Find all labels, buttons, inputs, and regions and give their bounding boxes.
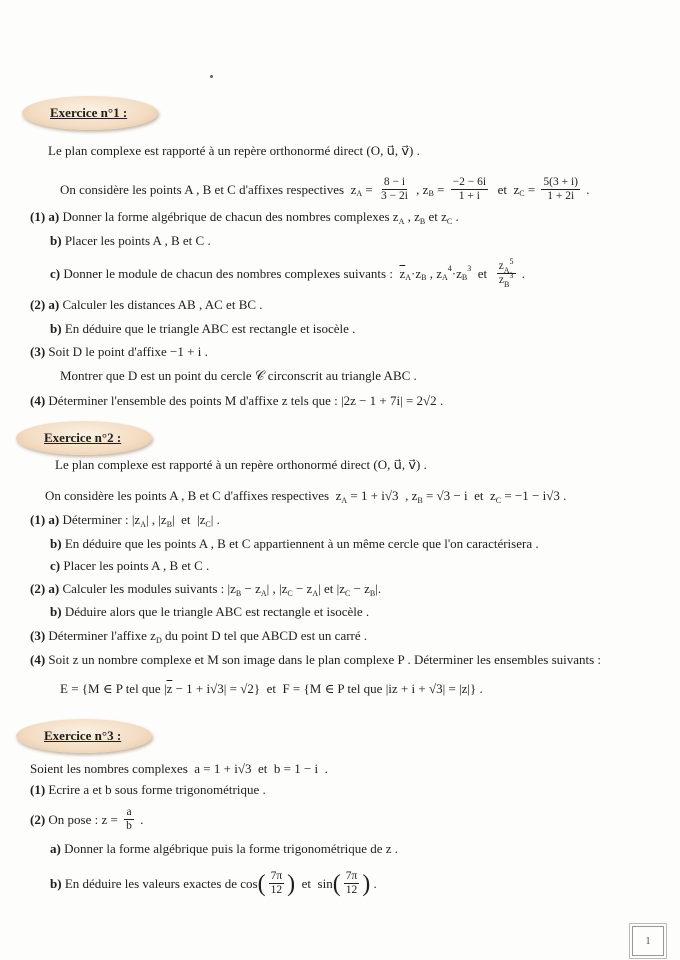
math-expression: z <box>335 488 342 503</box>
conjugate-symbol: $\overline{z}$ <box>399 265 406 281</box>
math-expression: 7π <box>270 870 283 882</box>
page-number-text: 1 <box>645 935 651 947</box>
math-expression: − z <box>241 581 261 596</box>
subscript: C <box>519 189 525 198</box>
denominator <box>124 820 134 833</box>
subscript: A <box>341 495 348 505</box>
subscript: A <box>260 588 267 598</box>
exercise-line <box>30 581 381 597</box>
text-segment: , <box>269 581 279 596</box>
exercise-title: Exercice n°1 : <box>50 105 128 120</box>
text-segment: Montrer que D est un point du cercle <box>60 368 255 383</box>
text-segment: On considère les points A , B et C d'affixes respectives <box>60 181 351 197</box>
numerator <box>344 870 360 884</box>
text-segment: En déduire que les points A , B et C appartiennent à un même cercle que l'on caractérisera . <box>61 536 539 551</box>
math-expression: | <box>375 581 378 596</box>
text-segment: Déterminer l'affixe <box>45 628 151 643</box>
question-label: (1) <box>30 782 46 797</box>
denominator <box>545 190 576 203</box>
subscript: A <box>442 273 448 282</box>
fraction <box>541 176 580 203</box>
question-label: b) <box>50 604 62 619</box>
text-segment: . <box>452 209 459 224</box>
exercise-line <box>30 761 328 777</box>
math-expression: |z <box>336 581 345 596</box>
math-expression: | <box>145 512 149 527</box>
exercise-line <box>50 604 369 620</box>
numerator <box>451 176 488 190</box>
math-expression: z <box>392 209 399 224</box>
math-expression: 12 <box>270 884 283 896</box>
math-expression: −2 − 6i <box>452 176 487 188</box>
question-label: (3) <box>30 344 46 359</box>
numerator <box>124 806 133 820</box>
question-label: (2) a) <box>30 581 60 596</box>
fraction <box>379 176 410 203</box>
subscript: C <box>446 216 453 226</box>
text-segment: et <box>260 681 283 696</box>
text-segment: circonscrit au triangle ABC . <box>264 368 417 383</box>
question-label: (3) <box>30 628 46 643</box>
parenthesis: ) <box>287 870 296 897</box>
text-segment: et <box>491 181 514 197</box>
math-expression: a <box>126 806 132 818</box>
math-expression: |z <box>278 581 288 596</box>
text-segment: On considère les points A , B et C d'affixes respectives <box>45 488 336 503</box>
question-label: b) <box>50 321 62 336</box>
text-segment: , <box>148 512 159 527</box>
subscript: B <box>503 280 510 289</box>
math-expression: z <box>422 181 429 197</box>
exercise-title-badge <box>22 96 158 130</box>
math-expression: 1 + i <box>458 190 480 202</box>
subscript: C <box>205 519 211 529</box>
text-segment: et <box>425 209 442 224</box>
math-expression: b = 1 − i <box>273 761 319 776</box>
fraction <box>269 870 285 897</box>
text-segment: Donner le module de chacun des nombres complexes suivants : <box>60 265 400 281</box>
text-segment: Placer les points A , B et C . <box>61 233 211 248</box>
math-expression: sin <box>317 875 333 891</box>
text-segment: Placer les points A , B et C . <box>60 558 210 573</box>
page-number <box>632 926 664 956</box>
math-expression: − z <box>350 581 370 596</box>
exercise-title: Exercice n°3 : <box>44 728 122 743</box>
text-segment: . <box>583 181 590 197</box>
math-expression: 7π <box>345 870 358 882</box>
math-expression: z <box>513 181 520 197</box>
math-expression: (O, u⃗, v⃗) <box>366 143 414 158</box>
math-expression: | <box>318 581 321 596</box>
subscript: A <box>398 216 405 226</box>
subscript: B <box>417 495 423 505</box>
math-expression: E = {M ∈ P tel que | <box>60 681 167 696</box>
math-expression: − z <box>292 581 313 596</box>
math-expression: | <box>172 512 175 527</box>
text-segment: Déterminer l'ensemble des points M d'affixe z tels que : <box>45 393 341 408</box>
text-segment: . <box>559 488 567 503</box>
math-expression: (O, u⃗, v⃗) <box>373 457 421 472</box>
question-label: c) <box>50 558 61 573</box>
math-expression: ·z <box>411 265 422 281</box>
text-segment: . <box>377 581 382 596</box>
math-expression: z <box>414 209 420 224</box>
parenthesis: ) <box>362 870 371 897</box>
conjugate-symbol: $\overline{z}$ <box>166 681 173 696</box>
question-label: (2) a) <box>30 297 60 312</box>
math-expression: z <box>490 488 496 503</box>
parenthesis: ( <box>257 870 266 897</box>
math-expression: 8 − i <box>383 176 406 188</box>
math-expression: cos <box>240 875 258 891</box>
subscript: B <box>369 588 376 598</box>
math-expression: a = 1 + i√3 <box>194 761 252 776</box>
question-label: (1) a) <box>30 512 60 527</box>
text-segment: et <box>471 265 494 281</box>
fraction <box>344 870 360 897</box>
math-expression: = −1 − i√3 <box>501 488 560 503</box>
exercise-line <box>50 870 377 897</box>
exercise-line <box>30 209 459 225</box>
subscript: B <box>421 273 427 282</box>
subscript: B <box>166 519 173 529</box>
superscript: 5 <box>509 257 514 266</box>
text-segment: et <box>174 512 198 527</box>
question-label: (4) <box>30 652 46 667</box>
math-expression: = <box>524 181 539 197</box>
math-expression: z <box>150 628 156 643</box>
exercise-line <box>30 806 143 833</box>
text-segment: Le plan complexe est rapporté à un repère orthonormé direct <box>48 143 367 158</box>
math-expression: F = {M ∈ P tel que |iz + i + √3| = |z|} <box>282 681 477 696</box>
math-expression: z <box>498 274 504 286</box>
exercise-line <box>50 233 211 249</box>
exercise-line <box>30 652 601 668</box>
text-segment: et <box>467 488 490 503</box>
denominator <box>344 884 360 897</box>
exercise-line <box>30 297 263 313</box>
math-expression: 5(3 + i) <box>543 176 579 188</box>
exercise-line <box>30 344 208 360</box>
superscript: 4 <box>447 264 452 273</box>
text-segment: Déterminer : <box>59 512 132 527</box>
exercise-line <box>50 257 526 289</box>
exercise-line <box>55 457 427 473</box>
question-label: (1) a) <box>30 209 60 224</box>
subscript: B <box>419 216 426 226</box>
math-expression: |z <box>131 512 141 527</box>
question-label: (4) <box>30 393 46 408</box>
question-label: c) <box>50 265 61 281</box>
numerator <box>269 870 285 884</box>
text-segment: Donner la forme algébrique de chacun des nombres complexes <box>59 209 393 224</box>
math-expression: = <box>362 181 376 197</box>
math-expression: 1 + 2i <box>547 190 575 202</box>
text-segment: Le plan complexe est rapporté à un repère orthonormé direct <box>55 457 374 472</box>
math-expression: |z <box>227 581 236 596</box>
question-label: b) <box>50 536 62 551</box>
question-label: a) <box>50 841 61 856</box>
math-expression: z <box>436 265 443 281</box>
math-expression: |z <box>197 512 206 527</box>
text-segment: , <box>398 488 412 503</box>
text-segment: On pose : <box>45 811 102 827</box>
exercise-line <box>60 176 590 203</box>
question-label: (2) <box>30 811 46 827</box>
exercise-line <box>48 143 420 159</box>
fraction <box>451 176 488 203</box>
math-expression: | <box>266 581 270 596</box>
exercise-line <box>30 393 443 409</box>
math-expression: | <box>210 512 214 527</box>
math-expression: ·z <box>451 265 462 281</box>
text-segment: Soient les nombres complexes <box>30 761 195 776</box>
exercise-line <box>50 558 209 574</box>
exercise-line <box>50 321 355 337</box>
math-expression: 𝒞 <box>254 368 265 383</box>
math-expression: − 1 + i√3| = √2} <box>172 681 261 696</box>
text-segment: . <box>413 143 420 158</box>
subscript: D <box>155 635 162 645</box>
denominator <box>497 271 515 289</box>
exercise-title-badge <box>16 719 152 753</box>
math-expression: = √3 − i <box>422 488 468 503</box>
math-expression: z <box>350 181 357 197</box>
math-expression: |2z − 1 + 7i| = 2√2 <box>340 393 437 408</box>
subscript: A <box>140 519 146 529</box>
math-expression: z <box>411 488 418 503</box>
text-segment: . <box>436 393 444 408</box>
subscript: A <box>356 189 363 198</box>
subscript: B <box>428 189 434 198</box>
text-segment: Calculer les modules suivants : <box>59 581 228 596</box>
exercise-line <box>50 841 398 857</box>
math-expression: = 1 + i√3 <box>347 488 399 503</box>
math-expression: z <box>441 209 447 224</box>
superscript: 3 <box>509 271 514 280</box>
numerator <box>382 176 407 190</box>
text-segment: Donner la forme algébrique puis la forme trigonométrique de z . <box>60 841 399 856</box>
math-expression: z = <box>101 811 122 827</box>
subscript: A <box>405 273 412 282</box>
exercise-title: Exercice n°2 : <box>44 430 122 445</box>
question-label: b) <box>50 233 62 248</box>
text-segment: . <box>136 811 144 827</box>
subscript: B <box>235 588 242 598</box>
text-segment: En déduire que le triangle ABC est rectangle et isocèle . <box>61 321 356 336</box>
text-segment: . <box>318 761 328 776</box>
exercise-line <box>30 782 266 798</box>
text-segment: , <box>426 265 437 281</box>
text-segment: et <box>320 581 337 596</box>
fraction <box>497 257 516 289</box>
numerator <box>541 176 580 190</box>
math-expression: 3 − 2i <box>380 190 408 202</box>
text-segment: Soit z un nombre complexe et M son image dans le plan complexe P . Déterminer les ensembles suivants : <box>45 652 602 667</box>
text-segment: du point D tel que ABCD est un carré . <box>161 628 368 643</box>
text-segment: . <box>370 875 377 891</box>
exercise-line <box>45 488 566 504</box>
text-segment: , <box>412 181 423 197</box>
exercise-line <box>60 368 417 384</box>
math-expression: b <box>126 820 132 832</box>
subscript: C <box>344 588 351 598</box>
text-segment: Ecrire a et b sous forme trigonométrique . <box>45 782 266 797</box>
question-label: b) <box>50 875 62 891</box>
text-segment: . <box>476 681 483 696</box>
denominator <box>457 190 482 203</box>
text-segment: . <box>420 457 427 472</box>
exercise-line <box>30 512 220 528</box>
exercise-line <box>30 628 367 644</box>
text-segment: . <box>213 512 220 527</box>
text-segment: et <box>295 875 318 891</box>
math-expression: z <box>498 260 504 272</box>
denominator <box>269 884 285 897</box>
math-expression: = <box>433 181 448 197</box>
subscript: A <box>312 588 319 598</box>
text-segment: Calculer les distances AB , AC et BC . <box>59 297 263 312</box>
superscript: 3 <box>467 264 472 273</box>
text-segment: et <box>251 761 274 776</box>
subscript: C <box>495 495 502 505</box>
denominator <box>379 190 410 203</box>
math-expression: 12 <box>345 884 358 896</box>
text-segment: . <box>201 344 208 359</box>
subscript: C <box>287 588 293 598</box>
scan-speck <box>210 75 213 78</box>
math-expression: −1 + i <box>170 344 202 359</box>
exercise-line <box>60 681 483 697</box>
exercise-line <box>50 536 539 552</box>
exercise-title-badge <box>16 421 152 455</box>
subscript: B <box>461 273 468 282</box>
math-expression: |z <box>158 512 167 527</box>
text-segment: Soit D le point d'affixe <box>45 344 171 359</box>
text-segment: Déduire alors que le triangle ABC est rectangle et isocèle . <box>61 604 370 619</box>
text-segment: En déduire les valeurs exactes de <box>61 875 241 891</box>
parenthesis: ( <box>332 870 341 897</box>
text-segment: , <box>404 209 415 224</box>
subscript: A <box>503 266 510 275</box>
fraction <box>124 806 134 833</box>
text-segment: . <box>518 265 526 281</box>
